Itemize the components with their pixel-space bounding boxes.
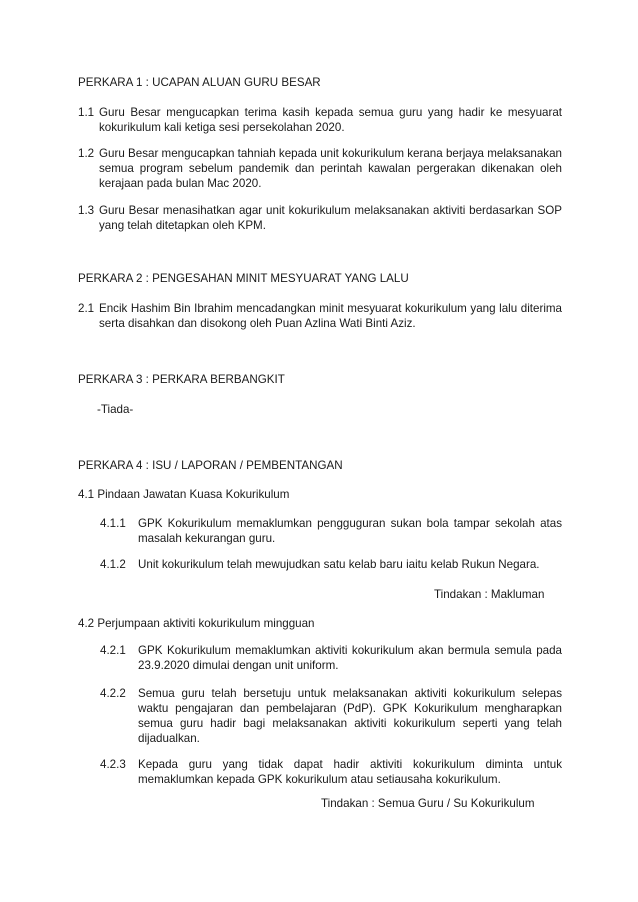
action-4-1: Tindakan : Makluman [434, 588, 545, 601]
item-number: 1.1 [78, 106, 95, 119]
item-1-1 [78, 105, 562, 135]
perkara-3-body: -Tiada- [97, 403, 134, 416]
item-text: Guru Besar mengucapkan tahniah kepada unit kokurikulum kerana berjaya melaksanakan semua program sebelum pandemik dan perintah kawalan pergerakan dikenakan oleh kerajaan pada bulan Mac 2020. [99, 147, 562, 190]
item-text: Encik Hashim Bin Ibrahim mencadangkan minit mesyuarat kokurikulum yang lalu diterima serta disahkan dan disokong oleh Puan Azlina Wati Binti Aziz. [99, 302, 562, 330]
item-number: 4.1.1 [100, 517, 126, 530]
item-number: 1.3 [78, 204, 95, 217]
item-4-1-2 [100, 557, 562, 572]
item-text: GPK Kokurikulum memaklumkan aktiviti kokurikulum akan bermula semula pada 23.9.2020 dimulai dengan unit uniform. [138, 644, 562, 672]
perkara-1-heading: PERKARA 1 : UCAPAN ALUAN GURU BESAR [78, 76, 321, 89]
perkara-2-heading: PERKARA 2 : PENGESAHAN MINIT MESYUARAT YANG LALU [78, 272, 409, 285]
item-1-2 [78, 146, 562, 191]
item-text: Kepada guru yang tidak dapat hadir aktiviti kokurikulum diminta untuk memaklumkan kepada GPK kokurikulum atau setiausaha kokurikulum. [138, 758, 562, 786]
item-4-2-2 [100, 686, 562, 746]
item-1-3 [78, 203, 562, 233]
perkara-3-heading: PERKARA 3 : PERKARA BERBANGKIT [78, 373, 285, 386]
item-4-2-1 [100, 643, 562, 673]
item-number: 2.1 [78, 302, 95, 315]
item-text: GPK Kokurikulum memaklumkan pengguguran sukan bola tampar sekolah atas masalah kekurangan guru. [138, 517, 562, 545]
action-4-2: Tindakan : Semua Guru / Su Kokurikulum [321, 797, 535, 810]
item-number: 4.1.2 [100, 558, 126, 571]
item-number: 1.2 [78, 147, 95, 160]
perkara-4-heading: PERKARA 4 : ISU / LAPORAN / PEMBENTANGAN [78, 459, 343, 472]
item-text: Guru Besar mengucapkan terima kasih kepada semua guru yang hadir ke mesyuarat kokurikulum kali ketiga sesi persekolahan 2020. [99, 106, 562, 134]
section-4-1-heading: 4.1 Pindaan Jawatan Kuasa Kokurikulum [78, 488, 290, 501]
item-number: 4.2.1 [100, 644, 126, 657]
item-number: 4.2.2 [100, 687, 126, 700]
item-2-1 [78, 301, 562, 331]
item-text: Guru Besar menasihatkan agar unit kokurikulum melaksanakan aktiviti berdasarkan SOP yang telah ditetapkan oleh KPM. [99, 204, 562, 232]
item-4-2-3 [100, 757, 562, 787]
item-text: Unit kokurikulum telah mewujudkan satu kelab baru iaitu kelab Rukun Negara. [138, 558, 540, 571]
item-text: Semua guru telah bersetuju untuk melaksanakan aktiviti kokurikulum selepas waktu pengajaran dan pembelajaran (PdP). GPK Kokurikulum mengharapkan semua guru hadir bagi melaksanakan aktiviti kokurikulum seperti yang telah dijadualkan. [138, 687, 562, 745]
item-4-1-1 [100, 516, 562, 546]
section-4-2-heading: 4.2 Perjumpaan aktiviti kokurikulum mingguan [78, 617, 315, 630]
item-number: 4.2.3 [100, 758, 126, 771]
